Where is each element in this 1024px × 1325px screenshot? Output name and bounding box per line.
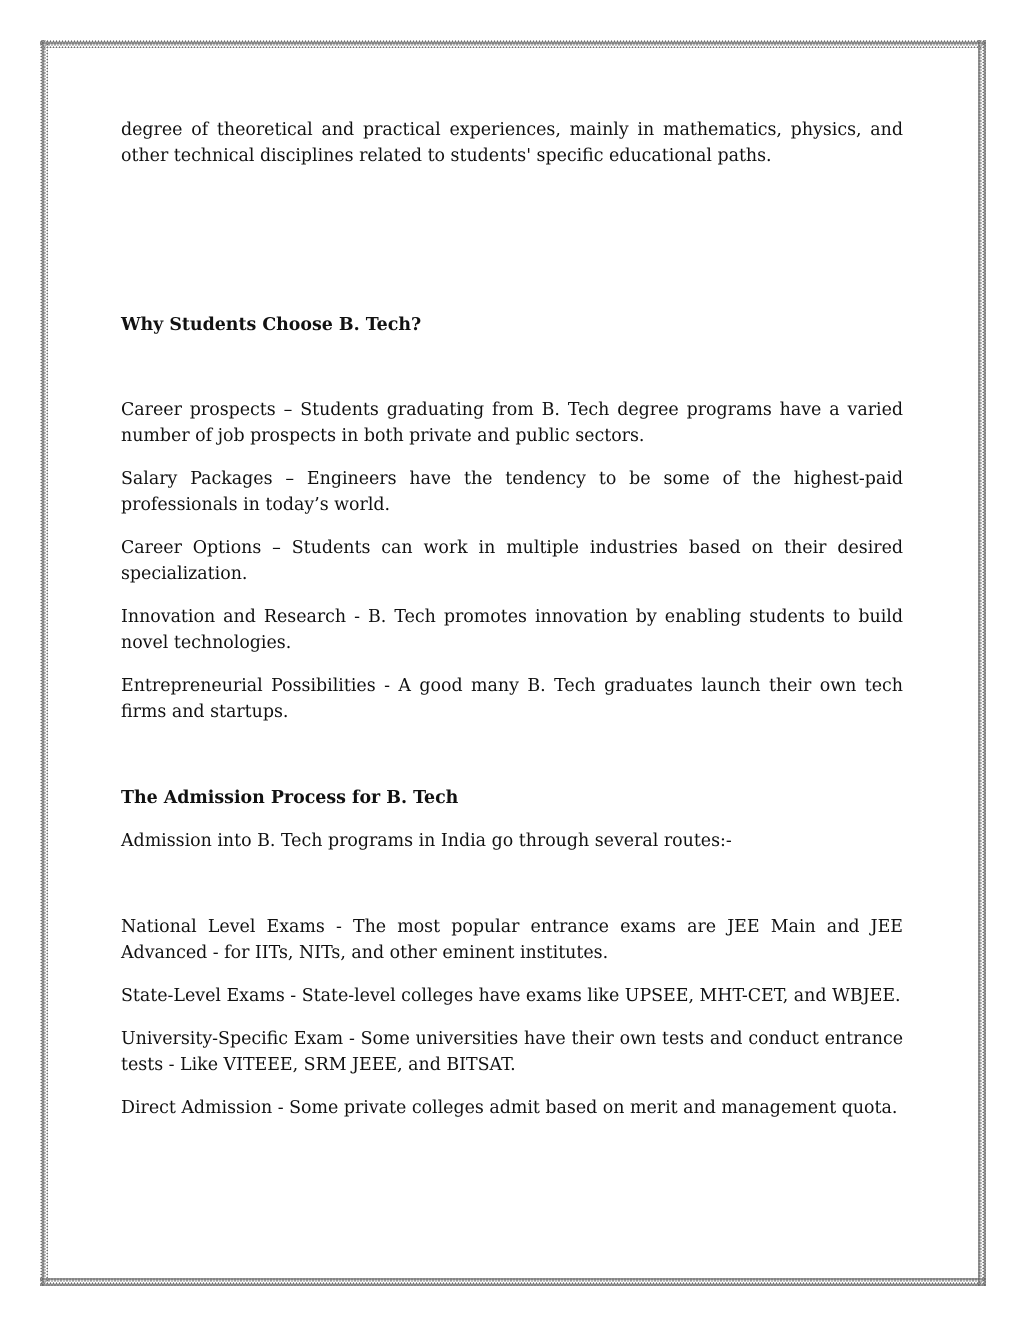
admission-intro: Admission into B. Tech programs in India go through several routes:-	[121, 831, 732, 851]
admission-item-state-exams: State-Level Exams - State-level colleges have exams like UPSEE, MHT-CET, and WBJEE.	[121, 986, 901, 1006]
why-item-entrepreneurial: Entrepreneurial Possibilities - A good many B. Tech graduates launch their own tech firms and startups.	[121, 676, 903, 722]
why-item-innovation-research: Innovation and Research - B. Tech promotes innovation by enabling students to build novel technologies.	[121, 607, 903, 653]
admission-section-heading: The Admission Process for B. Tech	[121, 788, 459, 808]
document-body	[121, 117, 903, 1121]
why-item-career-options: Career Options – Students can work in multiple industries based on their desired specialization.	[121, 538, 903, 584]
intro-paragraph: degree of theoretical and practical experiences, mainly in mathematics, physics, and other technical disciplines related to students' specific educational paths.	[121, 120, 903, 166]
admission-item-national-exams: National Level Exams - The most popular entrance exams are JEE Main and JEE Advanced - for IITs, NITs, and other eminent institutes.	[121, 917, 903, 963]
admission-item-university-exam: University-Specific Exam - Some universities have their own tests and conduct entrance tests - Like VITEEE, SRM JEEE, and BITSAT.	[121, 1029, 903, 1075]
why-item-salary-packages: Salary Packages – Engineers have the tendency to be some of the highest-paid professionals in today’s world.	[121, 469, 903, 515]
admission-item-direct-admission: Direct Admission - Some private colleges admit based on merit and management quota.	[121, 1098, 898, 1118]
why-item-career-prospects: Career prospects – Students graduating from B. Tech degree programs have a varied number of job prospects in both private and public sectors.	[121, 400, 903, 446]
why-section-heading: Why Students Choose B. Tech?	[121, 315, 422, 335]
